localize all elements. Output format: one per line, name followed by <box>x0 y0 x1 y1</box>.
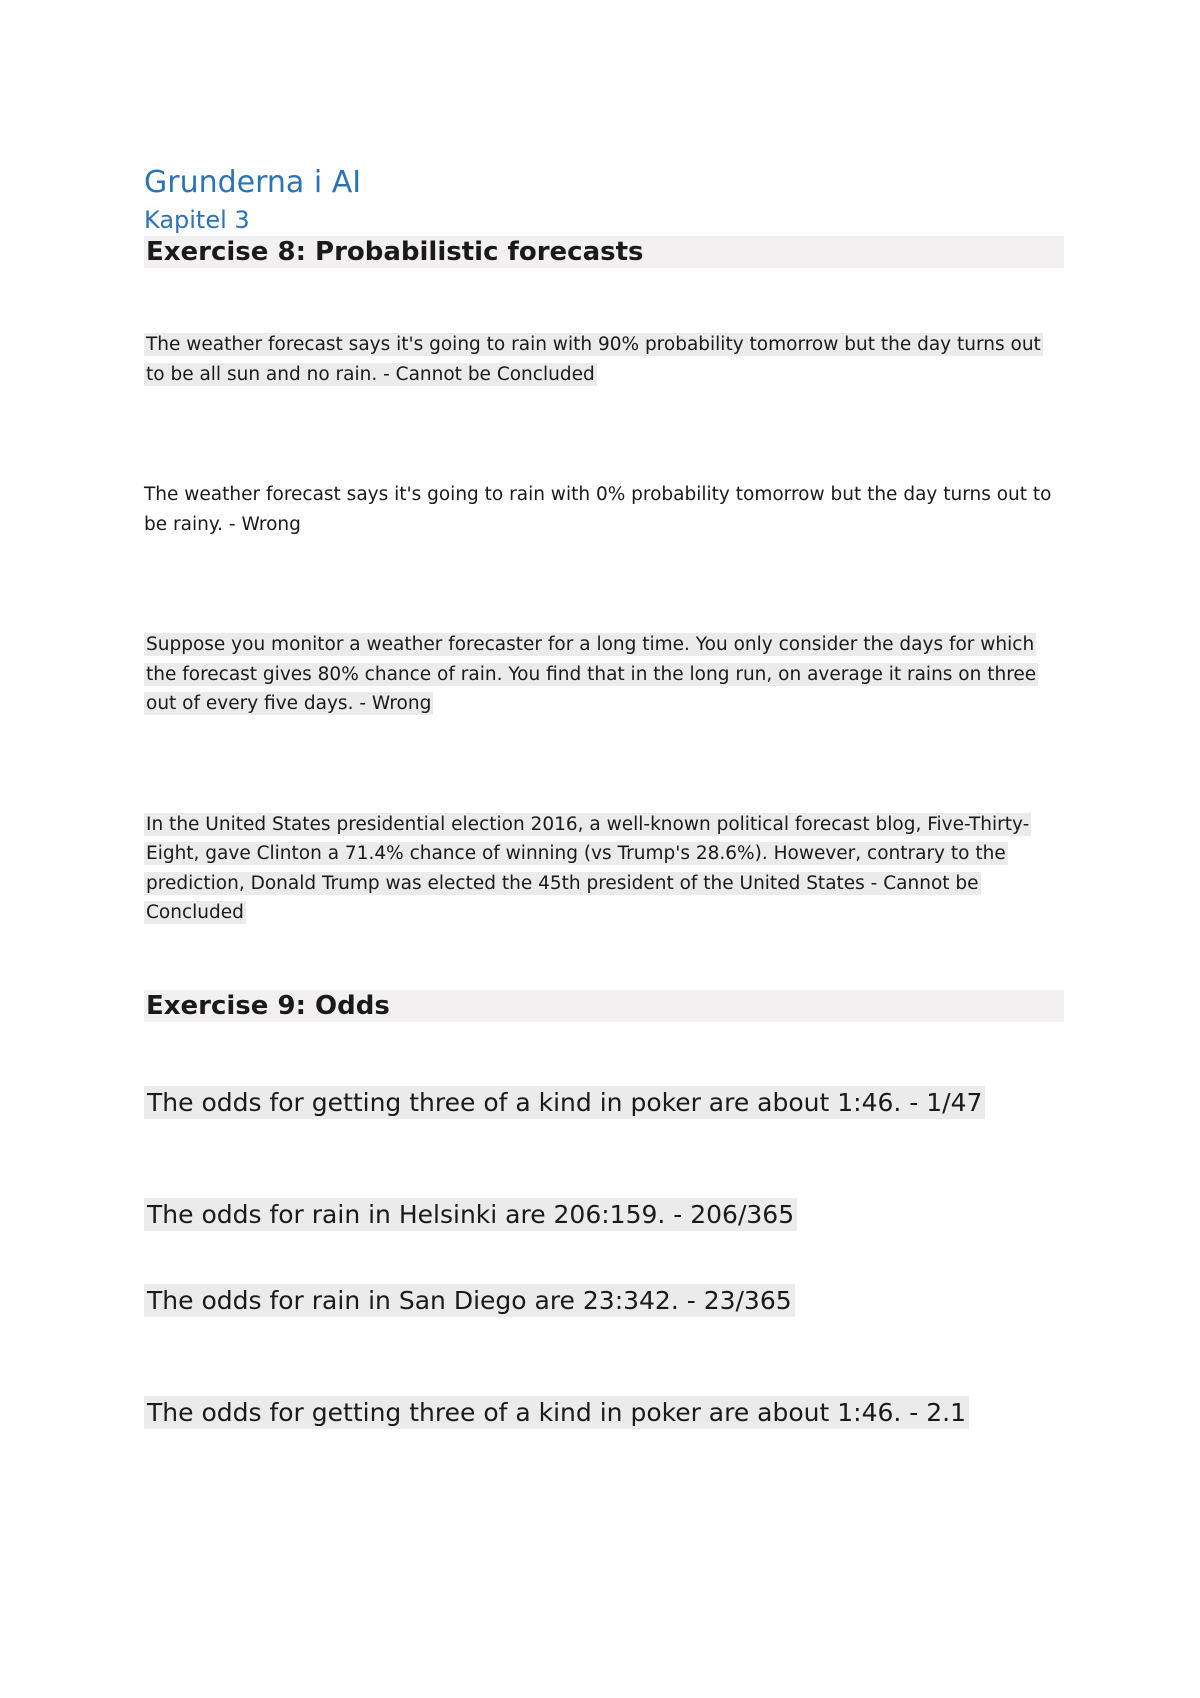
exercise-8-item-4-text: In the United States presidential election 2016, a well-known political forecast blog, Five-Thirty-Eight, gave Clinton a 71.4% chance of winning (vs Trump's 28.6%). However, contrary to the prediction, Donald Trump was elected the 45th president of the United States - Cannot be Concluded <box>146 813 1030 923</box>
exercise-8-item-1-text: The weather forecast says it's going to rain with 90% probability tomorrow but the day turns out to be all sun and no rain. - Cannot be Concluded <box>146 334 1041 385</box>
exercise-9-item-3 <box>144 1284 1064 1318</box>
exercise-9-heading: Exercise 9: Odds <box>144 990 1064 1022</box>
exercise-8-item-4 <box>144 810 1064 928</box>
exercise-9-item-1 <box>144 1086 1064 1120</box>
exercise-9-item-2 <box>144 1198 1064 1232</box>
exercise-8-item-2-text: The weather forecast says it's going to rain with 0% probability tomorrow but the day turns out to be rainy. - Wrong <box>144 484 1052 535</box>
exercise-8-item-1 <box>144 330 1064 389</box>
exercise-9-item-4-text: The odds for getting three of a kind in poker are about 1:46. - 2.1 <box>144 1396 969 1429</box>
document-body <box>144 162 1064 1430</box>
exercise-8-item-3 <box>144 630 1064 719</box>
document-title: Grunderna i AI <box>144 165 362 200</box>
exercise-9-item-4 <box>144 1396 1064 1430</box>
exercise-8-item-3-text: Suppose you monitor a weather forecaster for a long time. You only consider the days for which the forecast gives 80% chance of rain. You find that in the long run, on average it rains on three out of every five days. - Wrong <box>146 634 1037 714</box>
exercise-8-heading: Exercise 8: Probabilistic forecasts <box>144 236 1064 268</box>
exercise-8-item-2 <box>144 480 1064 539</box>
chapter-subtitle: Kapitel 3 <box>144 206 250 234</box>
exercise-9-item-1-text: The odds for getting three of a kind in poker are about 1:46. - 1/47 <box>144 1086 985 1119</box>
exercise-9-item-3-text: The odds for rain in San Diego are 23:342. - 23/365 <box>144 1284 795 1317</box>
exercise-9-item-2-text: The odds for rain in Helsinki are 206:159. - 206/365 <box>144 1198 797 1231</box>
